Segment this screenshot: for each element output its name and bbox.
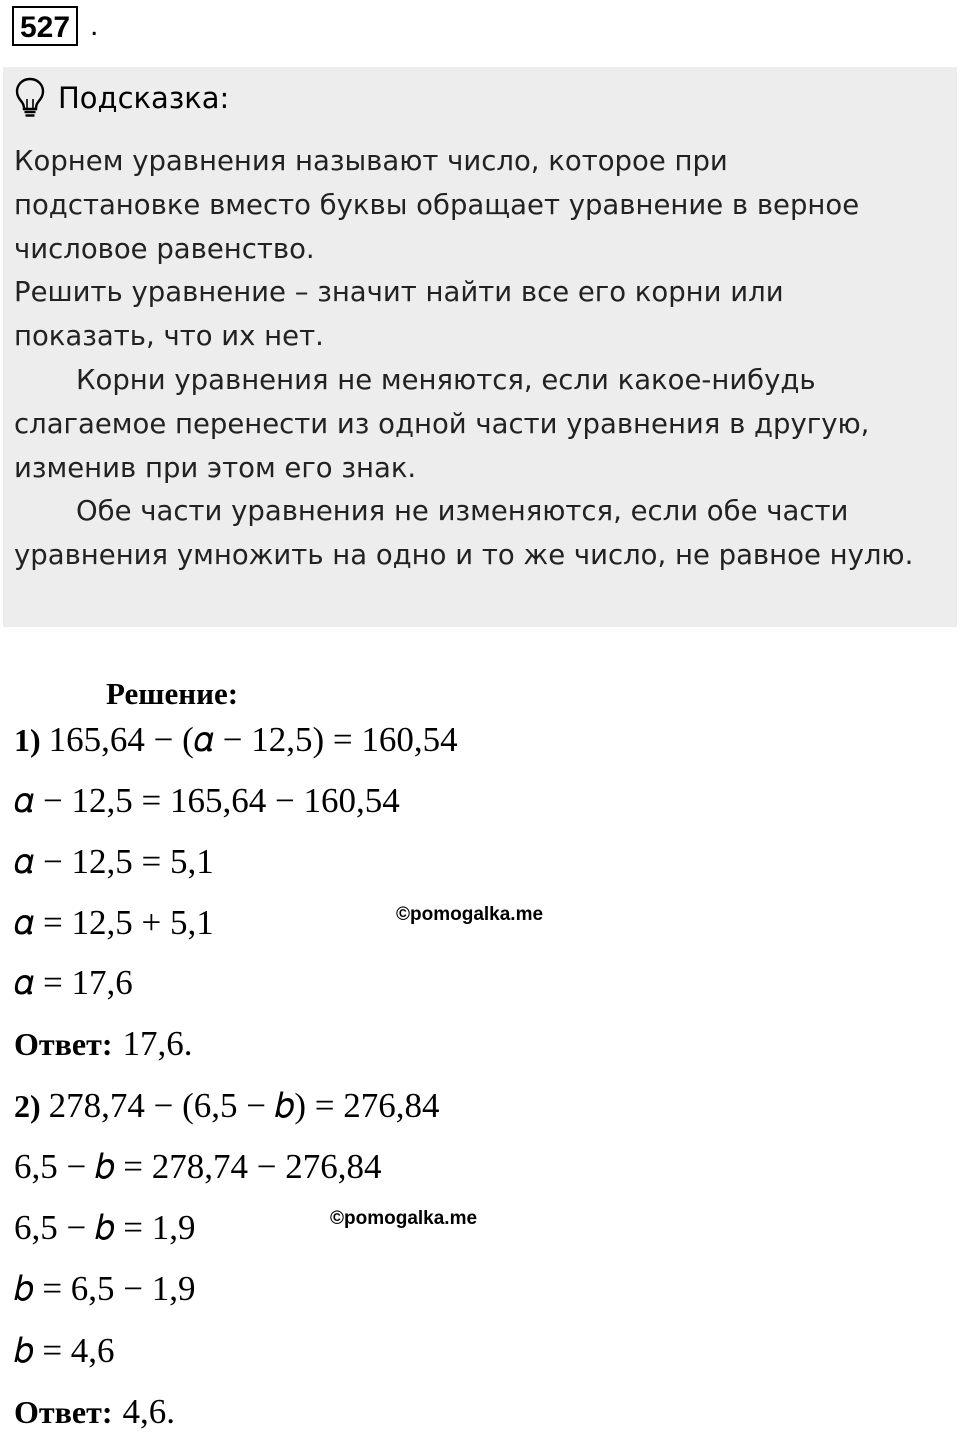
equation-text: 278,74 − (6,5 − 𝑏) = 276,84 bbox=[48, 1086, 440, 1125]
equation-line: 𝛼 = 12,5 + 5,1 bbox=[14, 903, 214, 942]
equation-line: 𝛼 = 17,6 bbox=[14, 963, 133, 1002]
equation-line: 6,5 − 𝑏 = 278,74 − 276,84 bbox=[14, 1147, 382, 1186]
equation-line: 6,5 − 𝑏 = 1,9 bbox=[14, 1208, 196, 1247]
hint-line: Решить уравнение – значит найти все его корни или bbox=[14, 276, 784, 309]
task-number-dot: . bbox=[90, 9, 99, 42]
hint-header bbox=[14, 76, 229, 120]
watermark: ©pomogalka.me bbox=[330, 1208, 478, 1229]
equation-line bbox=[14, 1084, 440, 1128]
lightbulb-icon bbox=[14, 77, 46, 119]
part-number: 1) bbox=[14, 722, 41, 758]
hint-title: Подсказка: bbox=[58, 81, 230, 115]
hint-line: Обе части уравнения не изменяются, если обе части bbox=[76, 495, 849, 528]
answer-value: 4,6. bbox=[122, 1392, 175, 1431]
hint-line: числовое равенство. bbox=[14, 232, 315, 265]
hint-line: изменив при этом его знак. bbox=[14, 451, 417, 484]
answer-line bbox=[14, 1390, 175, 1434]
answer-line bbox=[14, 1022, 192, 1066]
task-number: 527 bbox=[12, 6, 78, 46]
answer-label: Ответ: bbox=[14, 1026, 113, 1062]
hint-line: Корни уравнения не меняются, если какое-нибудь bbox=[76, 363, 816, 396]
equation-line: 𝑏 = 4,6 bbox=[14, 1331, 115, 1370]
part-number: 2) bbox=[14, 1088, 41, 1124]
solution-title: Решение: bbox=[106, 676, 239, 711]
hint-line: уравнения умножить на одно и то же число, не равное нулю. bbox=[14, 539, 914, 572]
equation-line: 𝛼 − 12,5 = 5,1 bbox=[14, 842, 214, 881]
equation-line: 𝑏 = 6,5 − 1,9 bbox=[14, 1269, 196, 1308]
watermark: ©pomogalka.me bbox=[396, 904, 544, 925]
answer-value: 17,6. bbox=[122, 1024, 193, 1063]
hint-line: подстановке вместо буквы обращает уравнение в верное bbox=[14, 188, 860, 221]
hint-line: слагаемое перенести из одной части уравнения в другую, bbox=[14, 407, 870, 440]
hint-line: Корнем уравнения называют число, которое при bbox=[14, 145, 728, 177]
equation-text: 165,64 − (𝛼 − 12,5) = 160,54 bbox=[48, 720, 458, 759]
hint-text bbox=[14, 140, 949, 578]
equation-line: 𝛼 − 12,5 = 165,64 − 160,54 bbox=[14, 781, 400, 820]
hint-line: показать, что их нет. bbox=[14, 320, 324, 353]
equation-line bbox=[14, 718, 458, 762]
answer-label: Ответ: bbox=[14, 1394, 113, 1430]
